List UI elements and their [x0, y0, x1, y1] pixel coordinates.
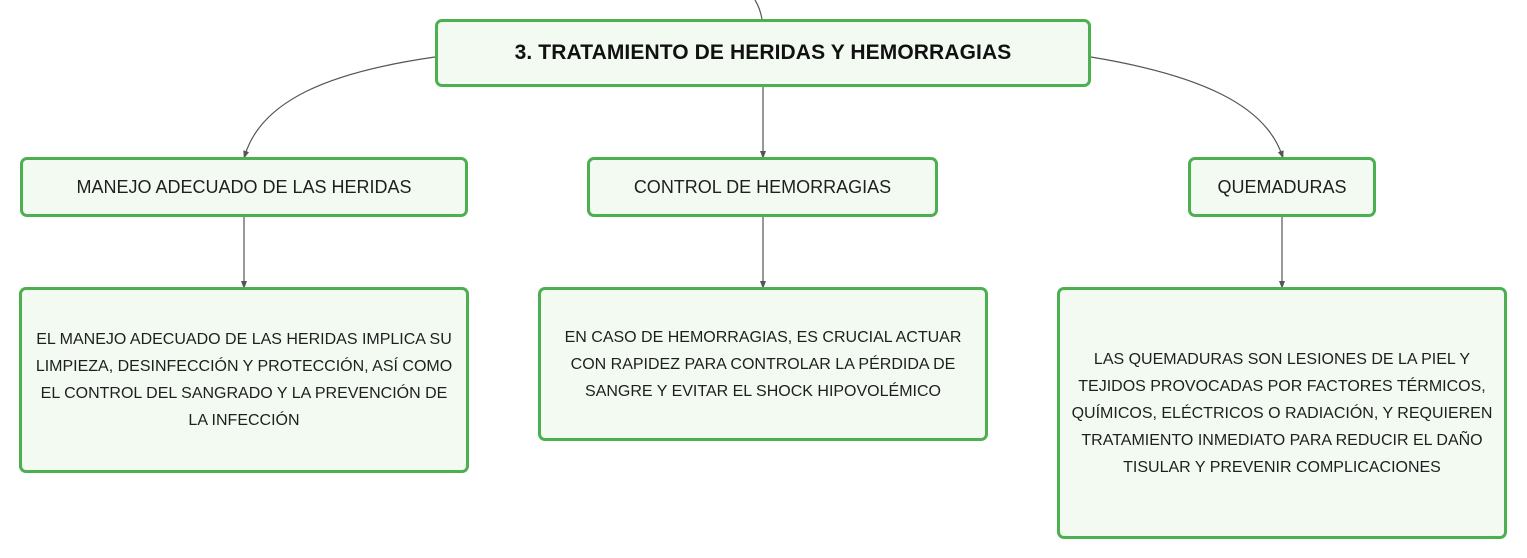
root-title: 3. TRATAMIENTO DE HERIDAS Y HEMORRAGIAS — [514, 41, 1012, 64]
root-node[interactable] — [435, 19, 1091, 87]
topic-label: CONTROL DE HEMORRAGIAS — [633, 176, 892, 197]
connector-from-parent — [755, 0, 762, 19]
topic-node-manejo-heridas[interactable] — [20, 157, 468, 217]
detail-node-control-hemorragias[interactable] — [538, 287, 988, 441]
detail-text: LAS QUEMADURAS SON LESIONES DE LA PIEL Y TEJIDOS PROVOCADAS POR FACTORES TÉRMICOS, QUÍMICOS, ELÉCTRICOS O RADIACIÓN, Y REQUIEREN TRATAMIENTO INMEDIATO PARA REDUCIR EL DAÑO TISULAR Y PREVENIR COMPLICACIONES — [1071, 350, 1493, 476]
connector-root-to-topic-3 — [1091, 57, 1282, 155]
detail-text: EN CASO DE HEMORRAGIAS, ES CRUCIAL ACTUAR CON RAPIDEZ PARA CONTROLAR LA PÉRDIDA DE SANGRE Y EVITAR EL SHOCK HIPOVOLÉMICO — [564, 328, 962, 400]
topic-label: MANEJO ADECUADO DE LAS HERIDAS — [76, 176, 412, 197]
topic-label: QUEMADURAS — [1217, 176, 1347, 197]
detail-node-manejo-heridas[interactable] — [19, 287, 469, 473]
detail-node-quemaduras[interactable] — [1057, 287, 1507, 539]
connector-root-to-topic-1 — [245, 57, 435, 155]
topic-node-control-hemorragias[interactable] — [587, 157, 938, 217]
topic-node-quemaduras[interactable] — [1188, 157, 1376, 217]
detail-text: EL MANEJO ADECUADO DE LAS HERIDAS IMPLICA SU LIMPIEZA, DESINFECCIÓN Y PROTECCIÓN, ASÍ COMO EL CONTROL DEL SANGRADO Y LA PREVENCIÓN DE LA INFECCIÓN — [35, 331, 453, 429]
